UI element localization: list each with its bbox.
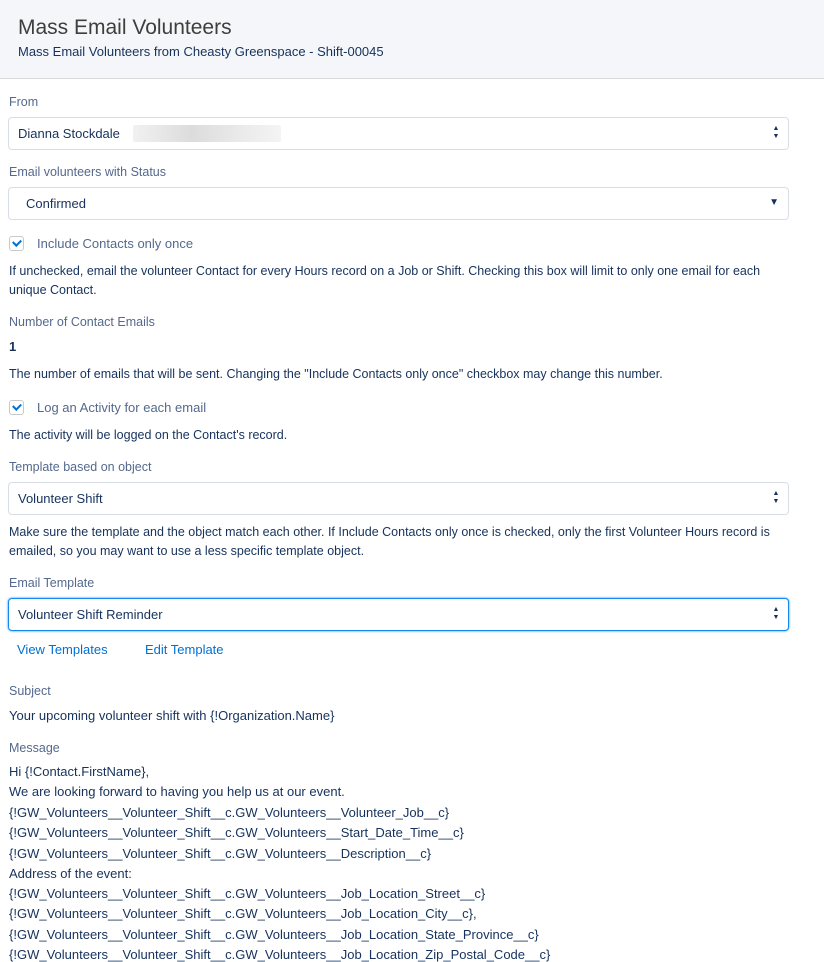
message-line: {!GW_Volunteers__Volunteer_Shift__c.GW_Volunteers__Job_Location_State_Province__c} <box>9 927 539 942</box>
log-activity-label: Log an Activity for each email <box>37 400 207 415</box>
updown-arrows-icon: ▲ ▼ <box>772 490 780 505</box>
page-header <box>0 0 824 79</box>
template-object-select[interactable] <box>8 482 789 515</box>
checkmark-icon <box>12 237 22 247</box>
message-line: Hi {!Contact.FirstName}, <box>9 764 150 779</box>
view-templates-link[interactable]: View Templates <box>17 642 108 657</box>
page-subtitle: Mass Email Volunteers from Cheasty Greenspace - Shift-00045 <box>18 44 384 59</box>
status-select[interactable] <box>8 187 789 220</box>
subject-value: Your upcoming volunteer shift with {!Organization.Name} <box>9 708 335 723</box>
subject-label: Subject <box>9 684 51 698</box>
email-template-label: Email Template <box>9 576 95 590</box>
message-line: Address of the event: <box>9 866 132 881</box>
page-title: Mass Email Volunteers <box>18 16 232 39</box>
updown-arrows-icon: ▲ ▼ <box>772 606 780 621</box>
message-line: {!GW_Volunteers__Volunteer_Shift__c.GW_Volunteers__Start_Date_Time__c} <box>9 825 464 840</box>
message-label: Message <box>9 741 60 755</box>
status-label: Email volunteers with Status <box>9 165 167 179</box>
message-line: {!GW_Volunteers__Volunteer_Shift__c.GW_Volunteers__Job_Location_Zip_Postal_Code__c} <box>9 947 551 962</box>
from-label: From <box>9 95 39 109</box>
template-object-label: Template based on object <box>9 460 152 474</box>
status-value: Confirmed <box>26 196 86 211</box>
message-line: {!GW_Volunteers__Volunteer_Shift__c.GW_Volunteers__Description__c} <box>9 846 432 861</box>
checkmark-icon <box>12 401 22 411</box>
message-line: {!GW_Volunteers__Volunteer_Shift__c.GW_Volunteers__Job_Location_City__c}, <box>9 906 477 921</box>
updown-arrows-icon: ▲ ▼ <box>772 125 780 140</box>
template-object-help: Make sure the template and the object match each other. If Include Contacts only once is checked, only the first Volunteer Hours record is emailed, so you may want to use a less specific template object. <box>9 525 770 558</box>
message-line: {!GW_Volunteers__Volunteer_Shift__c.GW_Volunteers__Job_Location_Street__c} <box>9 886 486 901</box>
edit-template-link[interactable]: Edit Template <box>145 642 224 657</box>
contact-count-help: The number of emails that will be sent. Changing the "Include Contacts only once" checkbox may change this number. <box>9 367 663 381</box>
template-object-value: Volunteer Shift <box>18 491 103 506</box>
include-contacts-once-label: Include Contacts only once <box>37 236 194 251</box>
contact-count-label: Number of Contact Emails <box>9 315 155 329</box>
email-template-value: Volunteer Shift Reminder <box>18 607 163 622</box>
message-line: We are looking forward to having you help us at our event. <box>9 784 345 799</box>
include-contacts-help: If unchecked, email the volunteer Contact for every Hours record on a Job or Shift. Checking this box will limit to only one email for each unique Contact. <box>9 264 761 297</box>
log-activity-help: The activity will be logged on the Contact's record. <box>9 428 288 442</box>
log-activity-checkbox[interactable] <box>9 400 24 415</box>
from-select[interactable] <box>8 117 789 150</box>
redacted-email <box>133 125 281 142</box>
message-line: {!GW_Volunteers__Volunteer_Shift__c.GW_Volunteers__Volunteer_Job__c} <box>9 805 450 820</box>
include-contacts-once-checkbox[interactable] <box>9 236 24 251</box>
from-value: Dianna Stockdale <box>18 126 120 141</box>
chevron-down-icon: ▼ <box>769 197 779 208</box>
contact-count-value: 1 <box>9 339 17 354</box>
email-template-select[interactable] <box>8 598 789 631</box>
